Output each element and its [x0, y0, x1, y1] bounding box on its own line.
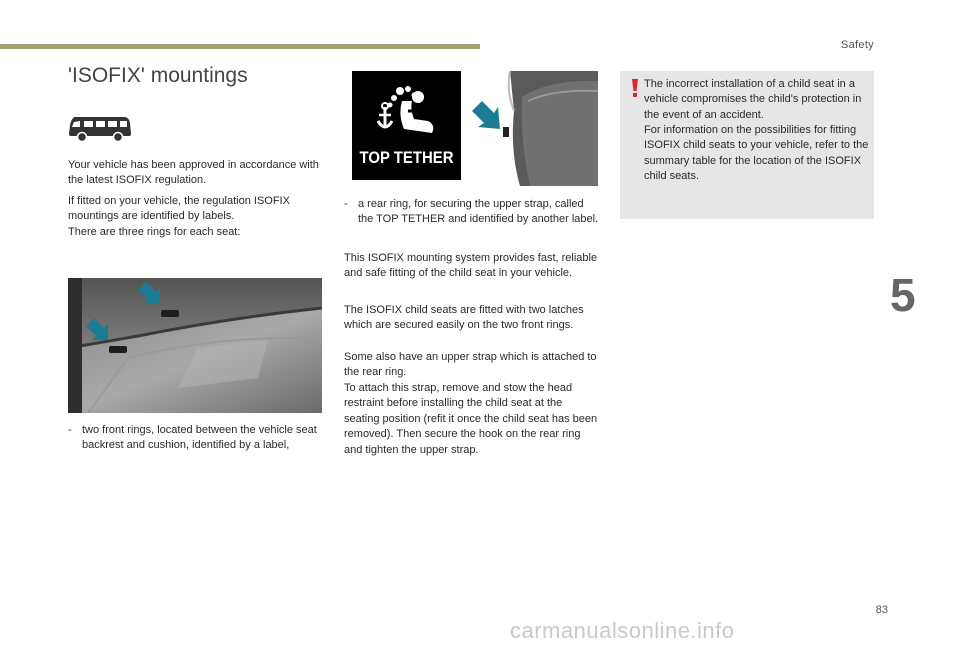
section-label: Safety [841, 39, 874, 51]
bullet-dash: - [68, 424, 72, 436]
warning-box [620, 71, 874, 219]
front-rings-item [68, 423, 326, 473]
intro-paragraph-3: There are three rings for each seat: [68, 226, 241, 238]
intro-paragraph-1: Your vehicle has been approved in accordance with the latest ISOFIX regulation. [68, 159, 319, 187]
top-tether-text: TOP TETHER [359, 148, 454, 167]
child-seats-paragraph-2: Some also have an upper strap which is attached to the rear ring. [344, 351, 597, 379]
page-number: 83 [875, 604, 888, 616]
chapter-number: 5 [890, 269, 916, 321]
rear-seat-isofix-photo [68, 278, 322, 413]
minibus-icon [68, 113, 132, 143]
watermark: carmanualsonline.info [510, 618, 735, 643]
child-seats-paragraph-3: To attach this strap, remove and stow the head restraint before installing the child seat at the seating position (refit it once the child seat has been removed). Then secure the hook on the rear ring and tighten the upper strap. [344, 382, 598, 456]
warning-text-1: The incorrect installation of a child seat in a vehicle compromises the child's protection in the event of an accident. [644, 78, 862, 121]
warning-text-2: For information on the possibilities for fitting ISOFIX child seats to your vehicle, refer to the summary table for the location of the ISOFIX child seats. [644, 124, 869, 183]
exclamation-icon [630, 79, 640, 97]
child-seats-paragraph-1: The ISOFIX child seats are fitted with two latches which are secured easily on the two front rings. [344, 304, 584, 332]
accent-bar [0, 44, 480, 49]
system-info-paragraph: This ISOFIX mounting system provides fast, reliable and safe fitting of the child seat in your vehicle. [344, 252, 598, 280]
rear-ring-item [344, 197, 600, 247]
front-rings-text: two front rings, located between the vehicle seat backrest and cushion, identified by a label, [82, 424, 317, 452]
intro-paragraph-2: If fitted on your vehicle, the regulation ISOFIX mountings are identified by labels. [68, 195, 290, 223]
rear-ring-text: a rear ring, for securing the upper strap, called the TOP TETHER and identified by another label. [358, 198, 599, 226]
top-tether-ring-photo [470, 71, 598, 186]
bullet-dash: - [344, 198, 348, 210]
page-title: 'ISOFIX' mountings [68, 64, 248, 87]
top-tether-label-icon [352, 71, 461, 180]
